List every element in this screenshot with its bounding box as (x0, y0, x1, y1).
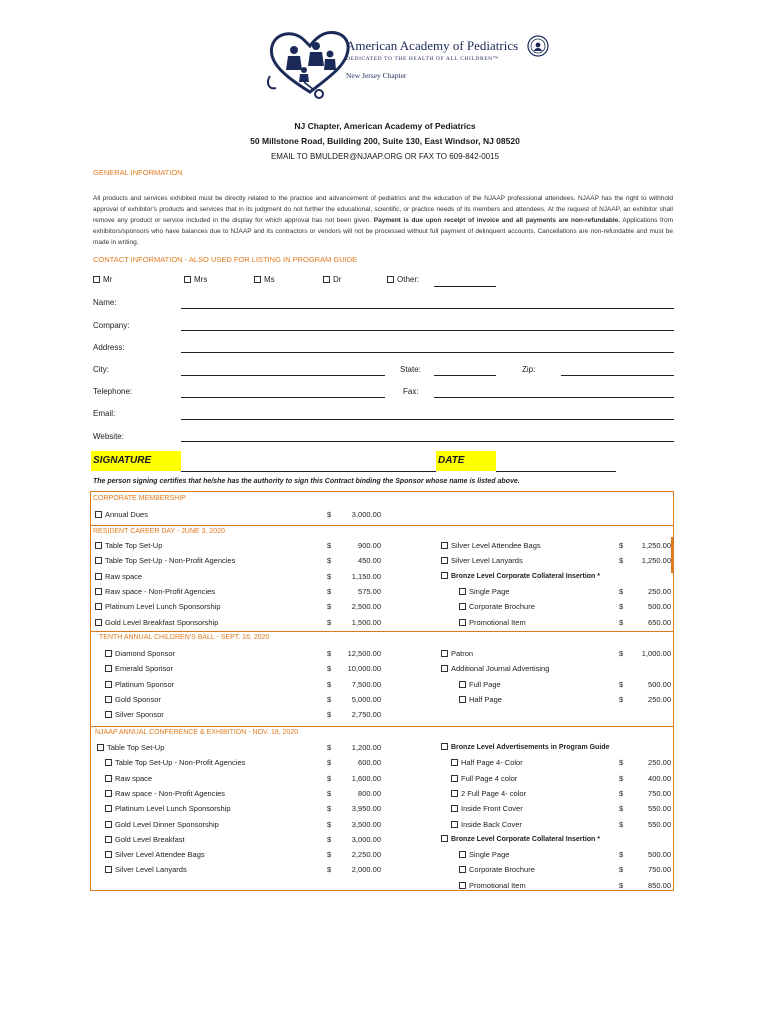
sponsorship-item-label: Silver Level Lanyards (451, 556, 523, 566)
checkbox-icon[interactable] (105, 805, 112, 812)
checkbox-icon[interactable] (451, 805, 458, 812)
sponsorship-item-price: 7,500.00 (351, 679, 381, 689)
currency-symbol: $ (327, 788, 332, 798)
doc-address: 50 Millstone Road, Building 200, Suite 130, East Windsor, NJ 08520 (250, 136, 520, 146)
childrens-ball-title: TENTH ANNUAL CHILDREN'S BALL - SEPT. 16, 2020 (99, 634, 270, 641)
career-day-divider (91, 525, 673, 526)
sponsorship-item-price: 2,500.00 (351, 602, 381, 612)
sponsorship-item-price: 2,750.00 (351, 710, 381, 720)
sponsorship-item-label: Single Page (469, 586, 510, 596)
sponsorship-item-price: 1,500.00 (351, 617, 381, 627)
sponsorship-item-price: 1,150.00 (351, 571, 381, 581)
city-field[interactable] (181, 375, 385, 376)
sponsorship-item-label: Inside Front Cover (461, 804, 523, 814)
checkbox-icon[interactable] (97, 744, 104, 751)
sponsorship-item-price: 2,250.00 (351, 850, 381, 860)
sponsorship-item-label: Corporate Brochure (469, 602, 535, 612)
sponsorship-item-label: Raw space - Non-Profit Agencies (105, 586, 216, 596)
sponsorship-item[interactable] (459, 602, 535, 611)
sponsorship-item-price: 10,000.00 (347, 664, 381, 674)
sponsorship-item-label: Inside Back Cover (461, 819, 522, 829)
sponsorship-item-label: Additional Journal Advertising (451, 664, 550, 674)
career-day-title: RESIDENT CAREER DAY - JUNE 3, 2020 (93, 528, 225, 535)
currency-symbol: $ (327, 664, 332, 674)
city-label: City: (93, 365, 109, 374)
sponsorship-item[interactable] (441, 556, 523, 565)
sponsorship-item-price: 750.00 (648, 865, 671, 875)
sponsorship-item[interactable] (459, 587, 509, 596)
sponsorship-item[interactable] (105, 649, 175, 658)
checkbox-icon[interactable] (105, 650, 112, 657)
date-field[interactable] (496, 471, 616, 472)
sponsorship-item-price: 3,000.00 (351, 834, 381, 844)
currency-symbol: $ (619, 602, 624, 612)
currency-symbol: $ (327, 819, 332, 829)
currency-symbol: $ (327, 710, 332, 720)
other-title-field[interactable] (434, 286, 496, 287)
currency-symbol: $ (327, 834, 332, 844)
sponsorship-item-label: Silver Level Attendee Bags (451, 541, 541, 550)
sponsorship-item[interactable] (451, 758, 523, 767)
sponsorship-item[interactable] (459, 618, 526, 627)
sponsorship-item[interactable] (459, 695, 502, 704)
sponsorship-item-price: 900.00 (358, 541, 381, 550)
zip-field[interactable] (561, 375, 674, 376)
sponsorship-item-price: 250.00 (648, 694, 671, 704)
sponsorship-item[interactable] (95, 541, 162, 550)
sponsorship-item-label: Gold Level Breakfast Sponsorship (105, 617, 219, 627)
checkbox-icon[interactable] (184, 276, 191, 283)
sponsorship-item-price: 3,950.00 (351, 804, 381, 814)
sponsorship-item[interactable] (459, 881, 526, 890)
sponsorship-item-price: 550.00 (648, 804, 671, 814)
fax-field[interactable] (434, 397, 674, 398)
sponsorship-item-label: Corporate Brochure (469, 865, 535, 875)
checkbox-icon[interactable] (459, 866, 466, 873)
currency-symbol: $ (619, 679, 624, 689)
sponsorship-item-label: Silver Level Attendee Bags (115, 850, 205, 860)
sponsorship-item[interactable] (97, 743, 164, 752)
currency-symbol: $ (327, 804, 332, 814)
sponsorship-item[interactable] (105, 820, 219, 829)
sponsorship-item-price: 600.00 (358, 758, 381, 768)
name-field[interactable] (181, 308, 674, 309)
currency-symbol: $ (619, 804, 624, 814)
sponsorship-item-label: Table Top Set-Up (105, 541, 163, 550)
zip-label: Zip: (522, 365, 536, 374)
sponsorship-item-label: Table Top Set-Up - Non-Profit Agencies (115, 758, 246, 768)
checkbox-icon[interactable] (451, 790, 458, 797)
sponsorship-item-label: Full Page (469, 679, 501, 689)
sponsorship-item-price: 1,250.00 (641, 541, 671, 550)
checkbox-icon[interactable] (441, 542, 448, 549)
sponsorship-item-label: Platinum Level Lunch Sponsorship (105, 602, 221, 612)
sponsorship-item-price: 750.00 (648, 788, 671, 798)
currency-symbol: $ (619, 586, 624, 596)
title-dr[interactable]: Dr (323, 275, 341, 284)
sponsorship-item[interactable] (441, 743, 609, 751)
sponsorship-item-label: Raw space - Non-Profit Agencies (115, 788, 226, 798)
annual-conference-divider (91, 726, 673, 727)
currency-symbol: $ (327, 773, 332, 783)
checkbox-icon[interactable] (105, 665, 112, 672)
sponsorship-item-label: Annual Dues (105, 510, 148, 519)
sponsorship-item[interactable] (451, 820, 522, 829)
checkbox-icon[interactable] (95, 511, 102, 518)
sponsorship-item[interactable] (451, 789, 526, 798)
sponsorship-item-label: Gold Level Dinner Sponsorship (115, 819, 219, 829)
sponsorship-item-price: 575.00 (358, 586, 381, 596)
sponsorship-item[interactable] (105, 710, 164, 719)
checkbox-icon[interactable] (441, 835, 448, 842)
sponsorship-item[interactable] (105, 865, 187, 874)
checkbox-icon[interactable] (105, 711, 112, 718)
fax-label: Fax: (403, 387, 419, 396)
title-mr[interactable]: Mr (93, 275, 112, 284)
checkbox-icon[interactable] (95, 588, 102, 595)
sponsorship-item-price: 450.00 (358, 556, 381, 566)
checkbox-icon[interactable] (441, 650, 448, 657)
sponsorship-item[interactable] (95, 587, 215, 596)
name-label: Name: (93, 298, 117, 307)
sponsorship-item-label: Silver Sponsor (115, 710, 164, 720)
checkbox-icon[interactable] (105, 851, 112, 858)
currency-symbol: $ (619, 880, 624, 890)
currency-symbol: $ (619, 758, 624, 768)
sponsorship-item-label: Promotional Item (469, 880, 526, 890)
sponsorship-item-label: 2 Full Page 4- color (461, 788, 527, 798)
certify-text: The person signing certifies that he/she has the authority to sign this Contract binding the Sponsor whose name is listed above. (93, 478, 520, 485)
sponsorship-item-price: 3,500.00 (351, 819, 381, 829)
currency-symbol: $ (327, 758, 332, 768)
sponsorship-item[interactable] (441, 541, 541, 550)
currency-symbol: $ (327, 541, 332, 550)
sponsorship-item-price: 12,500.00 (347, 649, 381, 658)
checkbox-icon[interactable] (105, 790, 112, 797)
checkbox-icon[interactable] (95, 619, 102, 626)
sponsorship-item-price: 800.00 (358, 788, 381, 798)
telephone-label: Telephone: (93, 387, 133, 396)
sponsorship-item-price: 5,000.00 (351, 694, 381, 704)
sponsorship-item[interactable] (95, 572, 142, 581)
sponsorship-item-label: Gold Level Breakfast (115, 834, 185, 844)
sponsorship-item-label: Full Page 4 color (461, 773, 518, 783)
sponsorship-table (90, 491, 674, 891)
checkbox-icon[interactable] (459, 619, 466, 626)
sponsorship-item-label: Half Page 4- Color (461, 758, 523, 768)
org-tagline: DEDICATED TO THE HEALTH OF ALL CHILDREN™ (346, 56, 499, 62)
checkbox-icon[interactable] (451, 775, 458, 782)
annual-conference-title: NJAAP ANNUAL CONFERENCE & EXHIBITION - NOV. 18, 2020 (95, 729, 299, 736)
signature-field[interactable] (181, 471, 436, 472)
sponsorship-item-price: 250.00 (648, 586, 671, 596)
sponsorship-item[interactable] (105, 758, 245, 767)
sponsorship-item-price: 1,200.00 (351, 743, 381, 752)
sponsorship-item-label: Raw space (105, 571, 143, 581)
currency-symbol: $ (327, 694, 332, 704)
general-para-1: All products and services exhibited must be directly related to the practice and advancement of pediatrics and the education of the NJAAP professional attendees. NJAAP has the right to withhold approval of exhibitor's products and services that in its judgment do not further the educational, scientific, or practice needs of its members and attendees. At the request of NJAAP, an exhibitor shall remove any product or service included in the display for which approval has not been given. (93, 195, 673, 224)
sponsorship-item-label: Bronze Level Advertisements in Program Guide (451, 744, 610, 751)
sponsorship-item[interactable] (95, 602, 221, 611)
currency-symbol: $ (327, 743, 332, 752)
sponsorship-item[interactable] (105, 789, 225, 798)
sponsorship-item-price: 850.00 (648, 880, 671, 890)
checkbox-icon[interactable] (441, 557, 448, 564)
general-heading: GENERAL INFORMATION (93, 168, 183, 177)
currency-symbol: $ (327, 556, 332, 566)
website-field[interactable] (181, 441, 674, 442)
title-mrs[interactable]: Mrs (184, 275, 207, 284)
title-other[interactable]: Other: (387, 275, 419, 284)
currency-symbol: $ (327, 586, 332, 596)
currency-symbol: $ (327, 850, 332, 860)
sponsorship-item[interactable] (95, 618, 218, 627)
currency-symbol: $ (619, 694, 624, 704)
corporate-membership-title: CORPORATE MEMBERSHIP (93, 495, 186, 502)
checkbox-icon[interactable] (441, 572, 448, 579)
website-label: Website: (93, 432, 124, 441)
checkbox-icon[interactable] (459, 882, 466, 889)
currency-symbol: $ (327, 679, 332, 689)
sponsorship-item[interactable] (95, 556, 235, 565)
sponsorship-item-price: 550.00 (648, 819, 671, 829)
checkbox-icon[interactable] (451, 821, 458, 828)
sponsorship-item-price: 1,250.00 (641, 556, 671, 566)
currency-symbol: $ (327, 571, 332, 581)
address-label: Address: (93, 343, 125, 352)
sponsorship-item-label: Silver Level Lanyards (115, 865, 187, 875)
childrens-ball-divider (91, 631, 673, 632)
currency-symbol: $ (619, 865, 624, 875)
currency-symbol: $ (619, 649, 624, 658)
general-para-2: Applications from exhibitors/sponsors who have balances due to NJAAP and its contractors or vendors will not be processed without full payment of delinquent accounts. Cancellations are non-refundable and must be made in writing. (93, 217, 674, 246)
checkbox-icon[interactable] (459, 588, 466, 595)
checkbox-icon[interactable] (451, 759, 458, 766)
sponsorship-item[interactable] (95, 510, 148, 519)
doc-contact: EMAIL TO BMULDER@NJAAP.ORG OR FAX TO 609-842-0015 (270, 152, 500, 161)
currency-symbol: $ (327, 510, 332, 519)
sponsorship-item[interactable] (105, 664, 173, 673)
checkbox-icon[interactable] (459, 696, 466, 703)
sponsorship-item-price: 400.00 (648, 773, 671, 783)
date-label: DATE (436, 451, 496, 471)
sponsorship-item[interactable] (441, 835, 600, 843)
sponsorship-item-label: Table Top Set-Up - Non-Profit Agencies (105, 556, 236, 566)
sponsorship-item-label: Patron (451, 649, 474, 658)
currency-symbol: $ (619, 819, 624, 829)
telephone-field[interactable] (181, 397, 385, 398)
sponsorship-item[interactable] (105, 804, 231, 813)
checkbox-icon[interactable] (95, 542, 102, 549)
doc-title: NJ Chapter, American Academy of Pediatrics (294, 121, 476, 131)
currency-symbol: $ (619, 850, 624, 860)
checkbox-icon[interactable] (459, 681, 466, 688)
sponsorship-item-label: Single Page (469, 850, 510, 860)
state-label: State: (400, 365, 421, 374)
sponsorship-item[interactable] (441, 664, 549, 673)
sponsorship-item-price: 500.00 (648, 679, 671, 689)
sponsorship-item[interactable] (105, 774, 152, 783)
sponsorship-item-price: 500.00 (648, 850, 671, 860)
checkbox-icon[interactable] (323, 276, 330, 283)
sponsorship-item-label: Gold Sponsor (115, 694, 161, 704)
checkbox-icon[interactable] (459, 851, 466, 858)
company-field[interactable] (181, 330, 674, 331)
checkbox-icon[interactable] (441, 665, 448, 672)
sponsorship-item[interactable] (105, 835, 185, 844)
sponsorship-item[interactable] (441, 572, 600, 580)
address-field[interactable] (181, 352, 674, 353)
sponsorship-item-price: 2,000.00 (351, 865, 381, 875)
checkbox-icon[interactable] (105, 696, 112, 703)
sponsorship-item-label: Bronze Level Corporate Collateral Insertion * (451, 572, 600, 580)
sponsorship-item[interactable] (441, 649, 473, 658)
org-chapter: New Jersey Chapter (346, 71, 407, 80)
sponsorship-item[interactable] (105, 850, 205, 859)
checkbox-icon[interactable] (105, 775, 112, 782)
checkbox-icon[interactable] (387, 276, 394, 283)
checkbox-icon[interactable] (105, 836, 112, 843)
checkbox-icon[interactable] (105, 759, 112, 766)
currency-symbol: $ (619, 788, 624, 798)
general-paragraph (93, 193, 673, 248)
sponsorship-item-price: 650.00 (648, 617, 671, 627)
checkbox-icon[interactable] (105, 866, 112, 873)
email-label: Email: (93, 409, 116, 418)
checkbox-icon[interactable] (95, 557, 102, 564)
sponsorship-item-price: 1,600.00 (351, 773, 381, 783)
sponsorship-item[interactable] (105, 680, 174, 689)
sponsorship-item-price: 500.00 (648, 602, 671, 612)
sponsorship-item-label: Promotional Item (469, 617, 526, 627)
aap-logo (264, 26, 356, 100)
sponsorship-item-price: 1,000.00 (641, 649, 671, 658)
checkbox-icon[interactable] (105, 821, 112, 828)
sponsorship-item-label: Emerald Sponsor (115, 664, 173, 674)
state-field[interactable] (434, 375, 496, 376)
title-ms[interactable]: Ms (254, 275, 275, 284)
checkbox-icon[interactable] (95, 573, 102, 580)
currency-symbol: $ (327, 602, 332, 612)
sponsorship-item[interactable] (105, 695, 161, 704)
checkbox-icon[interactable] (95, 603, 102, 610)
sponsorship-item-label: Bronze Level Corporate Collateral Insertion * (451, 835, 600, 843)
sponsorship-item-label: Table Top Set-Up (107, 743, 165, 752)
contact-heading: CONTACT INFORMATION - ALSO USED FOR LISTING IN PROGRAM GUIDE (93, 255, 358, 264)
currency-symbol: $ (619, 556, 624, 566)
sponsorship-item[interactable] (451, 804, 523, 813)
checkbox-icon[interactable] (93, 276, 100, 283)
org-name: American Academy of Pediatrics (346, 38, 519, 53)
sponsorship-item[interactable] (459, 680, 501, 689)
sponsorship-item[interactable] (459, 850, 509, 859)
sponsorship-item[interactable] (451, 774, 517, 783)
sponsorship-item[interactable] (459, 865, 535, 874)
currency-symbol: $ (619, 773, 624, 783)
aap-seal-icon (527, 35, 549, 57)
general-para-bold: Payment is due upon receipt of invoice and all payments are non-refundable. (373, 217, 621, 224)
checkbox-icon[interactable] (441, 743, 448, 750)
currency-symbol: $ (619, 617, 624, 627)
company-label: Company: (93, 321, 130, 330)
checkbox-icon[interactable] (459, 603, 466, 610)
currency-symbol: $ (327, 649, 332, 658)
sponsorship-item-price: 3,000.00 (351, 510, 381, 519)
email-field[interactable] (181, 419, 674, 420)
currency-symbol: $ (327, 865, 332, 875)
currency-symbol: $ (327, 617, 332, 627)
sponsorship-item-label: Diamond Sponsor (115, 649, 176, 658)
sponsorship-item-label: Raw space (115, 773, 153, 783)
currency-symbol: $ (619, 541, 624, 550)
checkbox-icon[interactable] (254, 276, 261, 283)
checkbox-icon[interactable] (105, 681, 112, 688)
sponsorship-item-label: Platinum Level Lunch Sponsorship (115, 804, 231, 814)
sponsorship-item-label: Half Page (469, 694, 502, 704)
sponsorship-item-price: 250.00 (648, 758, 671, 768)
sponsorship-item-label: Platinum Sponsor (115, 679, 175, 689)
scrollbar-thumb[interactable] (671, 537, 673, 573)
signature-label: SIGNATURE (91, 451, 181, 471)
